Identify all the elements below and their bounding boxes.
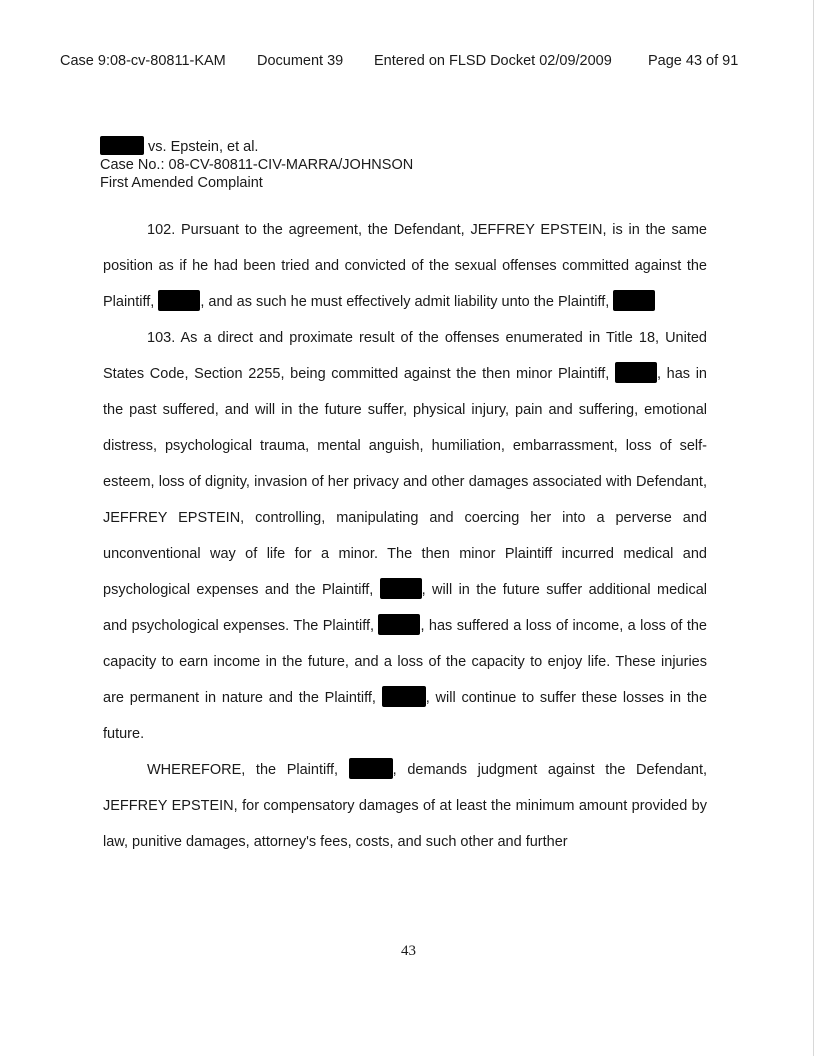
caption-parties-text: vs. Epstein, et al.	[148, 139, 259, 155]
complaint-body	[103, 212, 707, 860]
paragraph-102: 102. Pursuant to the agreement, the Defendant, JEFFREY EPSTEIN, is in the same position as if he had been tried and convicted of the sexual offenses committed against the Plaintiff, , and as such he must effectively admit liability unto the Plaintiff,	[103, 222, 707, 310]
caption-document-title: First Amended Complaint	[100, 175, 263, 191]
redaction-box	[378, 614, 420, 635]
redaction-box	[615, 362, 657, 383]
redaction-box	[349, 758, 393, 779]
case-caption	[100, 136, 413, 192]
redaction-box	[158, 290, 200, 311]
scan-edge-line	[813, 0, 814, 1056]
page-number: 43	[401, 943, 416, 959]
wherefore-clause: WHEREFORE, the Plaintiff, , demands judgment against the Defendant, JEFFREY EPSTEIN, for compensatory damages of at least the minimum amount provided by law, punitive damages, attorney's fees, costs, and such other and further	[103, 752, 707, 860]
caption-parties	[100, 136, 413, 156]
page-indicator: Page 43 of 91	[648, 53, 739, 69]
redaction-box	[613, 290, 655, 311]
paragraph-103: 103. As a direct and proximate result of the offenses enumerated in Title 18, United States Code, Section 2255, being committed against the then minor Plaintiff, , has in the past suffered, and will in the future suffer, physical injury, pain and suffering, emotional distress, psychological trauma, mental anguish, humiliation, embarrassment, loss of self-esteem, loss of dignity, invasion of her privacy and other damages associated with Defendant, JEFFREY EPSTEIN, controlling, manipulating and coercing her into a perverse and unconventional way of life for a minor. The then minor Plaintiff incurred medical and psychological expenses and the Plaintiff, , will in the future suffer additional medical and psychological expenses. The Plaintiff, , has suffered a loss of income, a loss of the capacity to earn income in the future, and a loss of the capacity to enjoy life. These injuries are permanent in nature and the Plaintiff, , will continue to suffer these losses in the future.	[103, 330, 708, 742]
redaction-box	[382, 686, 426, 707]
case-number: Case 9:08-cv-80811-KAM	[60, 53, 226, 69]
document-number: Document 39	[257, 53, 344, 69]
docket-entry: Entered on FLSD Docket 02/09/2009	[374, 53, 612, 69]
redaction-box	[100, 136, 144, 155]
caption-case-number: Case No.: 08-CV-80811-CIV-MARRA/JOHNSON	[100, 157, 414, 173]
redaction-box	[380, 578, 422, 599]
